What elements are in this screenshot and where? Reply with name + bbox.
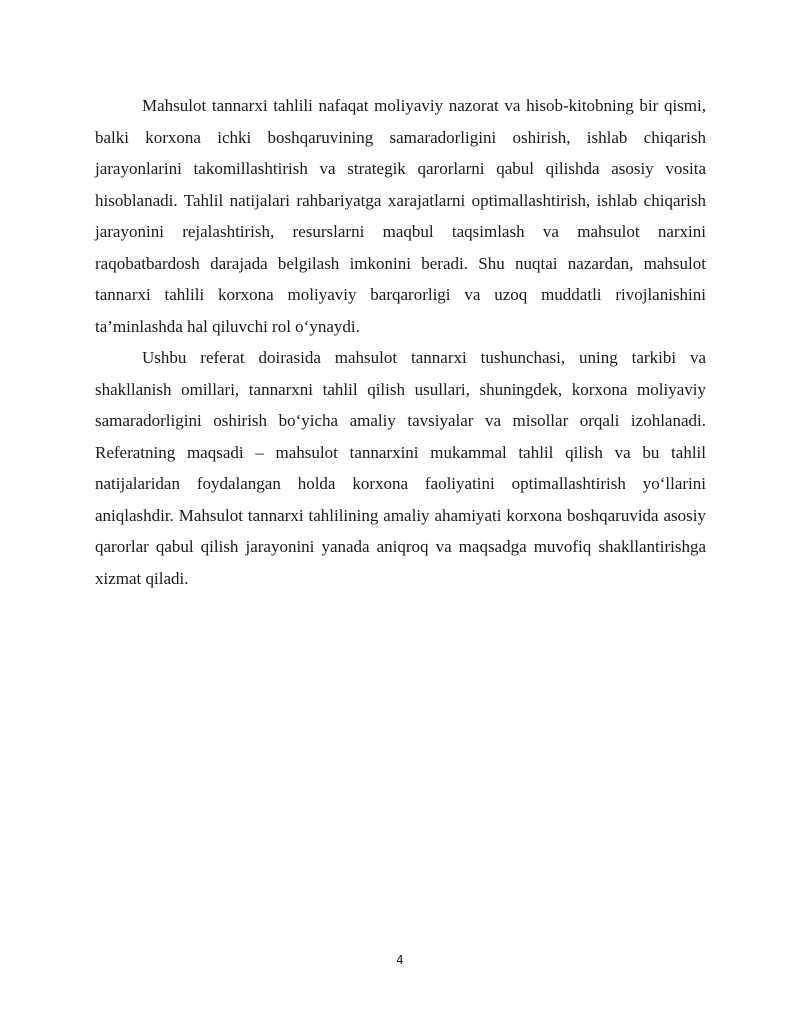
- paragraph-1: Mahsulot tannarxi tahlili nafaqat moliyaviy nazorat va hisob-kitobning bir qismi, balki korxona ichki boshqaruvining samaradorligini oshirish, ishlab chiqarish jarayonlarini takomillashtirish va strategik qarorlarni qabul qilishda asosiy vosita hisoblanadi. Tahlil natijalari rahbariyatga xarajatlarni optimallashtirish, ishlab chiqarish jarayonini rejalashtirish, resurslarni maqbul taqsimlash va mahsulot narxini raqobatbardosh darajada belgilash imkonini beradi. Shu nuqtai nazardan, mahsulot tannarxi tahlili korxona moliyaviy barqarorligi va uzoq muddatli rivojlanishini ta’minlashda hal qiluvchi rol o‘ynaydi.: [95, 96, 706, 336]
- page-number: 4: [396, 953, 404, 967]
- paragraph-2: Ushbu referat doirasida mahsulot tannarxi tushunchasi, uning tarkibi va shakllanish omillari, tannarxni tahlil qilish usullari, shuningdek, korxona moliyaviy samaradorligini oshirish bo‘yicha amaliy tavsiyalar va misollar orqali izohlanadi. Referatning maqsadi – mahsulot tannarxini mukammal tahlil qilish va bu tahlil natijalaridan foydalangan holda korxona faoliyatini optimallashtirish yo‘llarini aniqlashdir. Mahsulot tannarxi tahlilining amaliy ahamiyati korxona boshqaruvida asosiy qarorlar qabul qilish jarayonini yanada aniqroq va maqsadga muvofiq shakllantirishga xizmat qiladi.: [95, 348, 706, 588]
- body-text: [95, 90, 706, 594]
